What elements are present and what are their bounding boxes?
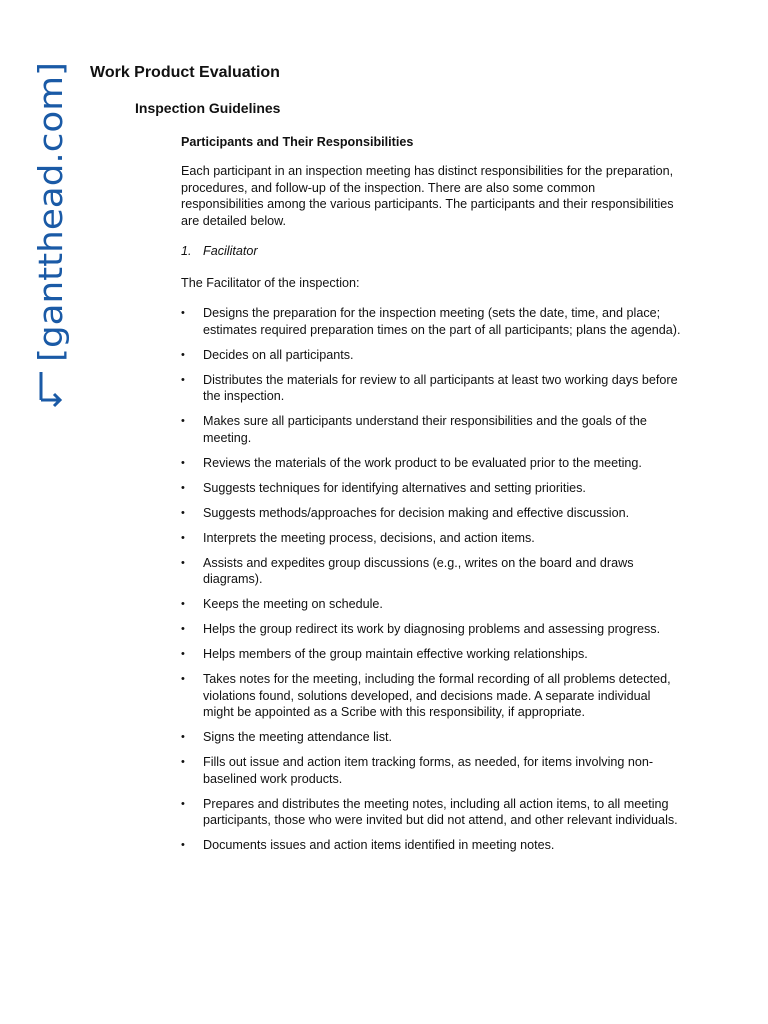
- list-item: [181, 480, 681, 497]
- intro-paragraph: Each participant in an inspection meeting has distinct responsibilities for the preparation, procedures, and follow-up of the inspection. There are also some common responsibilities among the various participants. The participants and their responsibilities are detailed below.: [181, 164, 674, 228]
- list-item-text: Prepares and distributes the meeting notes, including all action items, to all meeting participants, those who were invited but did not attend, and other relevant individuals.: [203, 796, 678, 827]
- list-item-text: Suggests methods/approaches for decision making and effective discussion.: [203, 505, 630, 520]
- list-item-text: Assists and expedites group discussions (e.g., writes on the board and draws diagrams).: [203, 555, 634, 586]
- list-item-text: Distributes the materials for review to all participants at least two working days before the inspection.: [203, 372, 678, 403]
- list-item-text: Documents issues and action items identified in meeting notes.: [203, 838, 555, 852]
- bullet-icon: •: [181, 373, 185, 386]
- list-item-text: Decides on all participants.: [203, 347, 354, 362]
- bullet-icon: •: [181, 415, 185, 427]
- list-item-text: Suggests techniques for identifying alternatives and setting priorities.: [203, 480, 586, 495]
- list-item: [181, 555, 681, 588]
- bullet-icon: •: [181, 506, 185, 519]
- list-item: [181, 372, 681, 405]
- role-intro: The Facilitator of the inspection:: [181, 275, 360, 290]
- bullet-icon: •: [181, 797, 185, 810]
- role-number: 1.: [181, 244, 192, 258]
- responsibility-list: [181, 305, 681, 854]
- list-item: [181, 729, 681, 746]
- list-item-text: Fills out issue and action item tracking forms, as needed, for items involving non-baselined work products.: [203, 755, 654, 786]
- list-item: [181, 837, 681, 854]
- list-item-text: Takes notes for the meeting, including the formal recording of all problems detected, violations found, solutions developed, and decisions made. A separate individual might be appointed as a Scribe with this responsibility, if appropriate.: [203, 672, 671, 719]
- bullet-icon: •: [181, 556, 185, 569]
- list-item-text: Interprets the meeting process, decisions, and action items.: [203, 530, 535, 545]
- list-item: [181, 347, 681, 364]
- section-heading: Participants and Their Responsibilities: [181, 135, 414, 149]
- bullet-icon: •: [181, 598, 185, 610]
- list-item-text: Designs the preparation for the inspection meeting (sets the date, time, and place; estimates required preparation times on the part of all participants; plans the agenda).: [203, 306, 681, 337]
- list-item: [181, 796, 681, 829]
- bullet-icon: •: [181, 756, 185, 768]
- bullet-icon: •: [181, 348, 185, 361]
- list-item-text: Helps the group redirect its work by diagnosing problems and assessing progress.: [203, 622, 661, 636]
- list-item: [181, 596, 681, 613]
- list-item: [181, 754, 681, 787]
- list-item: [181, 505, 681, 522]
- list-item: [181, 413, 681, 446]
- list-item-text: Reviews the materials of the work product to be evaluated prior to the meeting.: [203, 455, 642, 470]
- bullet-icon: •: [181, 839, 185, 851]
- document-subtitle: Inspection Guidelines: [135, 100, 281, 116]
- logo-wordmark: [gantthead.com]: [31, 84, 70, 362]
- document-body: [181, 134, 681, 862]
- bullet-icon: •: [181, 456, 185, 469]
- list-item: [181, 671, 681, 721]
- list-item: [181, 455, 681, 472]
- role-name: Facilitator: [203, 244, 258, 258]
- list-item: [181, 621, 681, 638]
- list-item-text: Signs the meeting attendance list.: [203, 730, 393, 744]
- bullet-icon: •: [181, 673, 185, 685]
- bullet-icon: •: [181, 307, 185, 319]
- bullet-icon: •: [181, 731, 185, 743]
- bullet-icon: •: [181, 623, 185, 635]
- list-item: [181, 646, 681, 663]
- logo-graphic: [30, 50, 70, 410]
- document-title: Work Product Evaluation: [90, 64, 280, 81]
- bullet-icon: •: [181, 648, 185, 660]
- gantthead-logo: [30, 50, 70, 410]
- logo-arrow-icon: [41, 372, 60, 406]
- list-item: [181, 305, 681, 338]
- role-heading: [181, 243, 681, 260]
- list-item-text: Helps members of the group maintain effective working relationships.: [203, 647, 588, 661]
- list-item: [181, 530, 681, 547]
- bullet-icon: •: [181, 531, 185, 544]
- bullet-icon: •: [181, 481, 185, 494]
- list-item-text: Keeps the meeting on schedule.: [203, 597, 383, 611]
- list-item-text: Makes sure all participants understand their responsibilities and the goals of the meeting.: [203, 414, 647, 445]
